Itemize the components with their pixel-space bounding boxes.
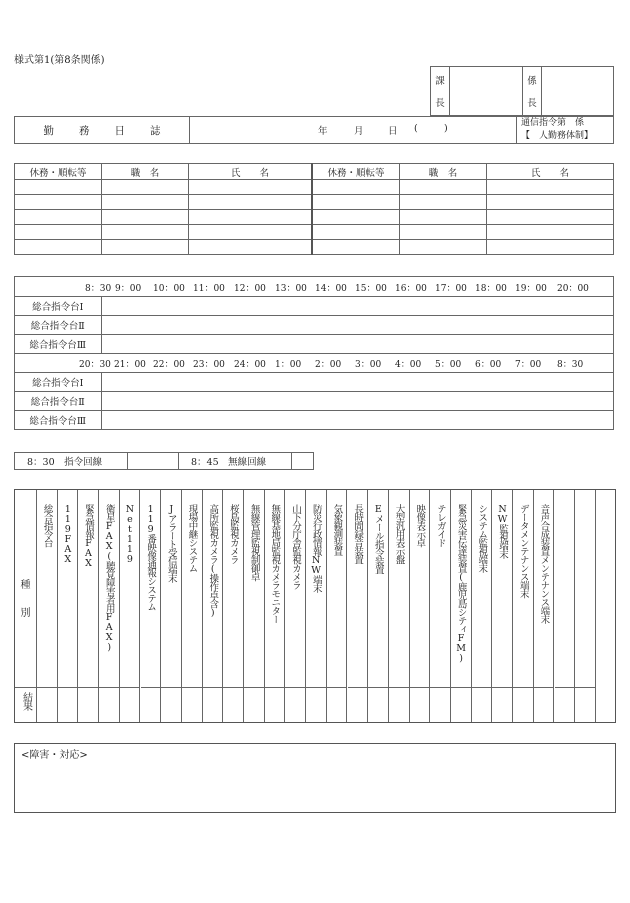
notes-label: <障害・対応> [21,750,88,761]
equipment-result-cell[interactable] [430,688,451,722]
command-line-value[interactable] [128,453,179,470]
staff-header-row [15,164,614,180]
equipment-type-cell [223,490,244,688]
equipment-type-cell [265,490,286,688]
equipment-name: 映像表示卓 [414,504,426,547]
equipment-type-cell [368,490,389,688]
equipment-type-cell [203,490,224,688]
equipment-name: 119番映像通報システム [145,504,157,611]
time-label: 22：00 [153,360,185,370]
equipment-result-cell[interactable] [265,688,286,722]
equipment-name: 長時間録音装置 [352,504,364,564]
title-char: 日 [114,124,125,137]
time-label: 11：00 [193,283,225,294]
staff-row[interactable] [15,225,614,240]
chief-label: 課 長 [431,67,450,116]
equipment-result-cell[interactable] [244,688,265,722]
equipment-result-cell[interactable] [348,688,369,722]
desk-label: 総合指令台Ⅲ [15,335,102,354]
equipment-result-cell[interactable] [37,688,58,722]
staff-label: 係 長 [523,67,542,116]
equipment-type-cell [285,490,306,688]
title-cell [15,117,190,144]
notes-box[interactable] [14,743,616,813]
equipment-result-cell[interactable] [161,688,182,722]
equipment-result-cell[interactable] [285,688,306,722]
equipment-type-cell [555,490,576,688]
schedule-table [14,276,614,430]
time-scale-day [85,277,614,297]
equipment-type-cell [472,490,493,688]
equipment-type-cell [99,490,120,688]
equipment-name: Jアラート受信端末 [165,504,177,582]
command-line-label: 8：30 指令回線 [15,453,128,470]
time-label: 3：00 [355,360,382,370]
equipment-type-cell [244,490,265,688]
time-label: 14：00 [315,283,347,294]
equipment-type-cell [141,490,162,688]
equipment-name: 防災行政情報NW端末 [310,504,322,592]
equipment-name: 大型汎用表示盤 [393,504,405,564]
time-label: 9：00 [115,283,142,294]
col-header: 休務・順転等 [312,164,400,180]
time-label: 10：00 [153,283,185,294]
equipment-type-cell [575,490,596,688]
equipment-result-cell[interactable] [575,688,596,722]
equipment-type-cell [348,490,369,688]
equipment-type-cell [58,490,79,688]
time-label: 1：00 [275,360,302,370]
time-label: 23：00 [193,360,225,370]
equipment-name: 衛星FAX(聴覚障害者用FAX) [103,504,115,652]
desk-row[interactable] [15,335,614,354]
equipment-name: Net119 [124,504,136,564]
time-label: 19：00 [515,283,547,294]
equipment-result-cell[interactable] [306,688,327,722]
equipment-name: 総合指令台 [41,504,53,547]
date-day: 日 [388,126,398,137]
dept-cell [517,117,614,144]
equipment-type-cell [513,490,534,688]
time-label: 13：00 [275,283,307,294]
dept-line1: 通信指令第 係 [521,118,585,128]
time-label: 8：30 [557,360,584,370]
type-row-label: 種 別 [15,490,37,688]
time-label: 21：00 [114,360,146,370]
col-header: 職 名 [400,164,487,180]
equipment-result-cell[interactable] [99,688,120,722]
chief-stamp-cell[interactable] [450,67,523,116]
equipment-name: 気象観測装置 [331,504,343,555]
title-char: 誌 [150,124,161,137]
equipment-result-cell[interactable] [327,688,348,722]
equipment-result-cell[interactable] [203,688,224,722]
time-label: 8：30 [85,283,112,294]
desk-row[interactable] [15,297,614,316]
equipment-name: 無線管理監視制御卓 [248,504,260,581]
equipment-name: 緊急災害伝達装置(鹿児島シティFM) [455,504,467,663]
staff-row[interactable] [15,180,614,195]
radio-line-value[interactable] [292,453,314,470]
equipment-result-cell[interactable] [389,688,410,722]
col-header: 職 名 [102,164,189,180]
desk-row[interactable] [15,373,614,392]
col-header: 氏 名 [189,164,313,180]
time-label: 16：00 [395,283,427,294]
equipment-result-cell[interactable] [78,688,99,722]
time-label: 6：00 [475,360,502,370]
equipment-result-cell[interactable] [223,688,244,722]
equipment-name: 桜島監視カメラ [227,504,239,564]
equipment-result-cell[interactable] [555,688,576,722]
equipment-result-cell[interactable] [141,688,162,722]
title-char: 勤 [43,124,54,137]
equipment-name: 山下分庁舎監視カメラ [289,504,301,589]
col-header: 氏 名 [487,164,614,180]
lines-table [14,452,314,470]
time-scale-night [79,354,614,373]
equipment-name: テレガイド [434,504,446,547]
time-row-night [15,354,614,373]
form-id: 様式第1(第8条関係) [14,55,105,66]
desk-row[interactable] [15,316,614,335]
desk-label: 総合指令台Ⅱ [15,316,102,335]
time-label: 5：00 [435,360,462,370]
equipment-type-cell [451,490,472,688]
equipment-result-cell[interactable] [368,688,389,722]
time-label: 4：00 [395,360,422,370]
equipment-result-cell[interactable] [472,688,493,722]
time-label: 2：00 [315,360,342,370]
equipment-result-cell[interactable] [492,688,513,722]
equipment-type-cell [120,490,141,688]
equipment-result-cell[interactable] [410,688,431,722]
time-label: 15：00 [355,283,387,294]
time-label: 17：00 [435,283,467,294]
equipment-type-cell [389,490,410,688]
equipment-table [14,489,616,723]
equipment-type-cell [78,490,99,688]
desk-label: 総合指令台Ⅰ [15,373,102,392]
equipment-type-cell [534,490,555,688]
time-label: 12：00 [234,283,266,294]
staff-stamp-cell[interactable] [542,67,614,116]
equipment-name: 緊急情報FAX [82,504,94,568]
title-char: 務 [79,124,90,137]
header-table [14,116,614,144]
col-header: 休務・順転等 [15,164,102,180]
equipment-result-cell[interactable] [120,688,141,722]
date-month: 月 [354,126,364,137]
equipment-name: データメンテナンス端末 [517,504,529,598]
time-label: 20：00 [557,283,589,294]
date-paren-open: ( [414,123,418,134]
equipment-type-cell [410,490,431,688]
equipment-name: 無線基地局監視カメラモニター [269,504,281,623]
equipment-result-cell[interactable] [513,688,534,722]
staff-row[interactable] [15,240,614,255]
desk-row[interactable] [15,392,614,411]
date-paren-close: ) [444,123,448,134]
equipment-result-cell[interactable] [451,688,472,722]
equipment-name: 高所監視カメラ(操作卓含) [207,504,219,618]
result-row-label: 結果 [15,688,37,722]
radio-line-label: 8：45 無線回線 [179,453,292,470]
date-year: 年 [318,126,328,137]
equipment-type-cell [306,490,327,688]
desk-row[interactable] [15,411,614,430]
desk-label: 総合指令台Ⅰ [15,297,102,316]
equipment-type-cell [182,490,203,688]
time-label: 24：00 [234,360,266,370]
equipment-name: 音声合成装置メンテナンス端末 [538,504,550,623]
equipment-type-cell [161,490,182,688]
equipment-result-cell[interactable] [182,688,203,722]
staff-row[interactable] [15,210,614,225]
desk-label: 総合指令台Ⅲ [15,411,102,430]
desk-label: 総合指令台Ⅱ [15,392,102,411]
time-row-day [15,277,614,297]
approval-table [430,66,614,116]
equipment-type-cell [492,490,513,688]
equipment-name: 119FAX [62,504,74,564]
equipment-type-cell [37,490,58,688]
time-label: 18：00 [475,283,507,294]
time-label: 20：30 [79,360,111,370]
equipment-type-cell [327,490,348,688]
staff-row[interactable] [15,195,614,210]
dept-line2: 【 人勤務体制】 [521,131,594,141]
equipment-result-cell[interactable] [534,688,555,722]
equipment-name: NW監視端末 [496,504,508,558]
equipment-name: 現場中継システム [186,504,198,572]
date-cell[interactable] [190,117,517,144]
time-label: 7：00 [515,360,542,370]
equipment-result-cell[interactable] [58,688,79,722]
equipment-type-cell [430,490,451,688]
equipment-name: システム監視端末 [476,504,488,572]
staff-table [14,163,614,255]
equipment-name: Eメール指令装置 [372,504,384,574]
